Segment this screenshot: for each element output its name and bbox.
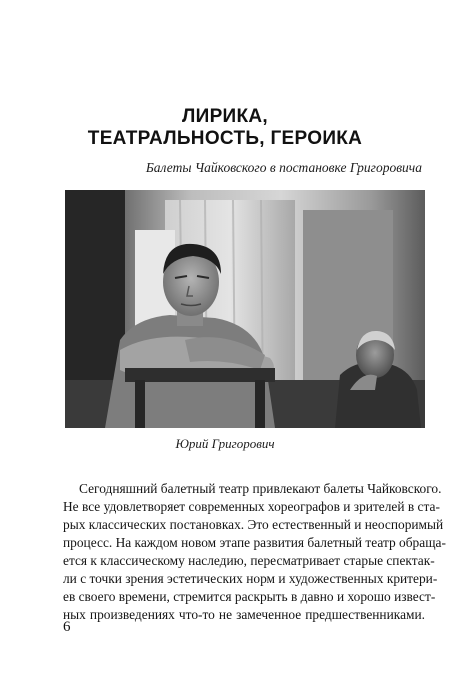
body-line-2: Не все удовлетворяет современных хореографов и зрителей в ста- xyxy=(63,499,440,514)
body-line-7: ев своего времени, стремится раскрыть в давно и хорошо извест- xyxy=(63,589,436,604)
page-number: 6 xyxy=(63,619,71,635)
body-line-1: Сегодняшний балетный театр привлекают балеты Чайковского. xyxy=(79,481,442,496)
chapter-title xyxy=(0,106,450,150)
body-line-8: ных произведениях что-то не замеченное предшественниками. xyxy=(63,607,425,622)
photo-caption: Юрий Григорович xyxy=(175,436,275,451)
body-line-6: ли с точки зрения эстетических норм и художественных критери- xyxy=(63,571,438,586)
body-paragraph xyxy=(63,480,446,624)
photo-illustration xyxy=(65,190,425,428)
portrait-photo xyxy=(65,190,425,428)
chapter-title-line-2: ТЕАТРАЛЬНОСТЬ, ГЕРОИКА xyxy=(87,128,363,149)
body-line-4: процесс. На каждом новом этапе развития балетный театр обраща- xyxy=(63,535,446,550)
body-line-5: ется к классическому наследию, пересматривает старые спектак- xyxy=(63,553,435,568)
body-line-3: рых классических постановках. Это естественный и неоспоримый xyxy=(63,517,444,532)
chapter-subtitle: Балеты Чайковского в постановке Григоровича xyxy=(145,160,422,175)
chapter-title-line-1: ЛИРИКА, xyxy=(181,106,268,127)
